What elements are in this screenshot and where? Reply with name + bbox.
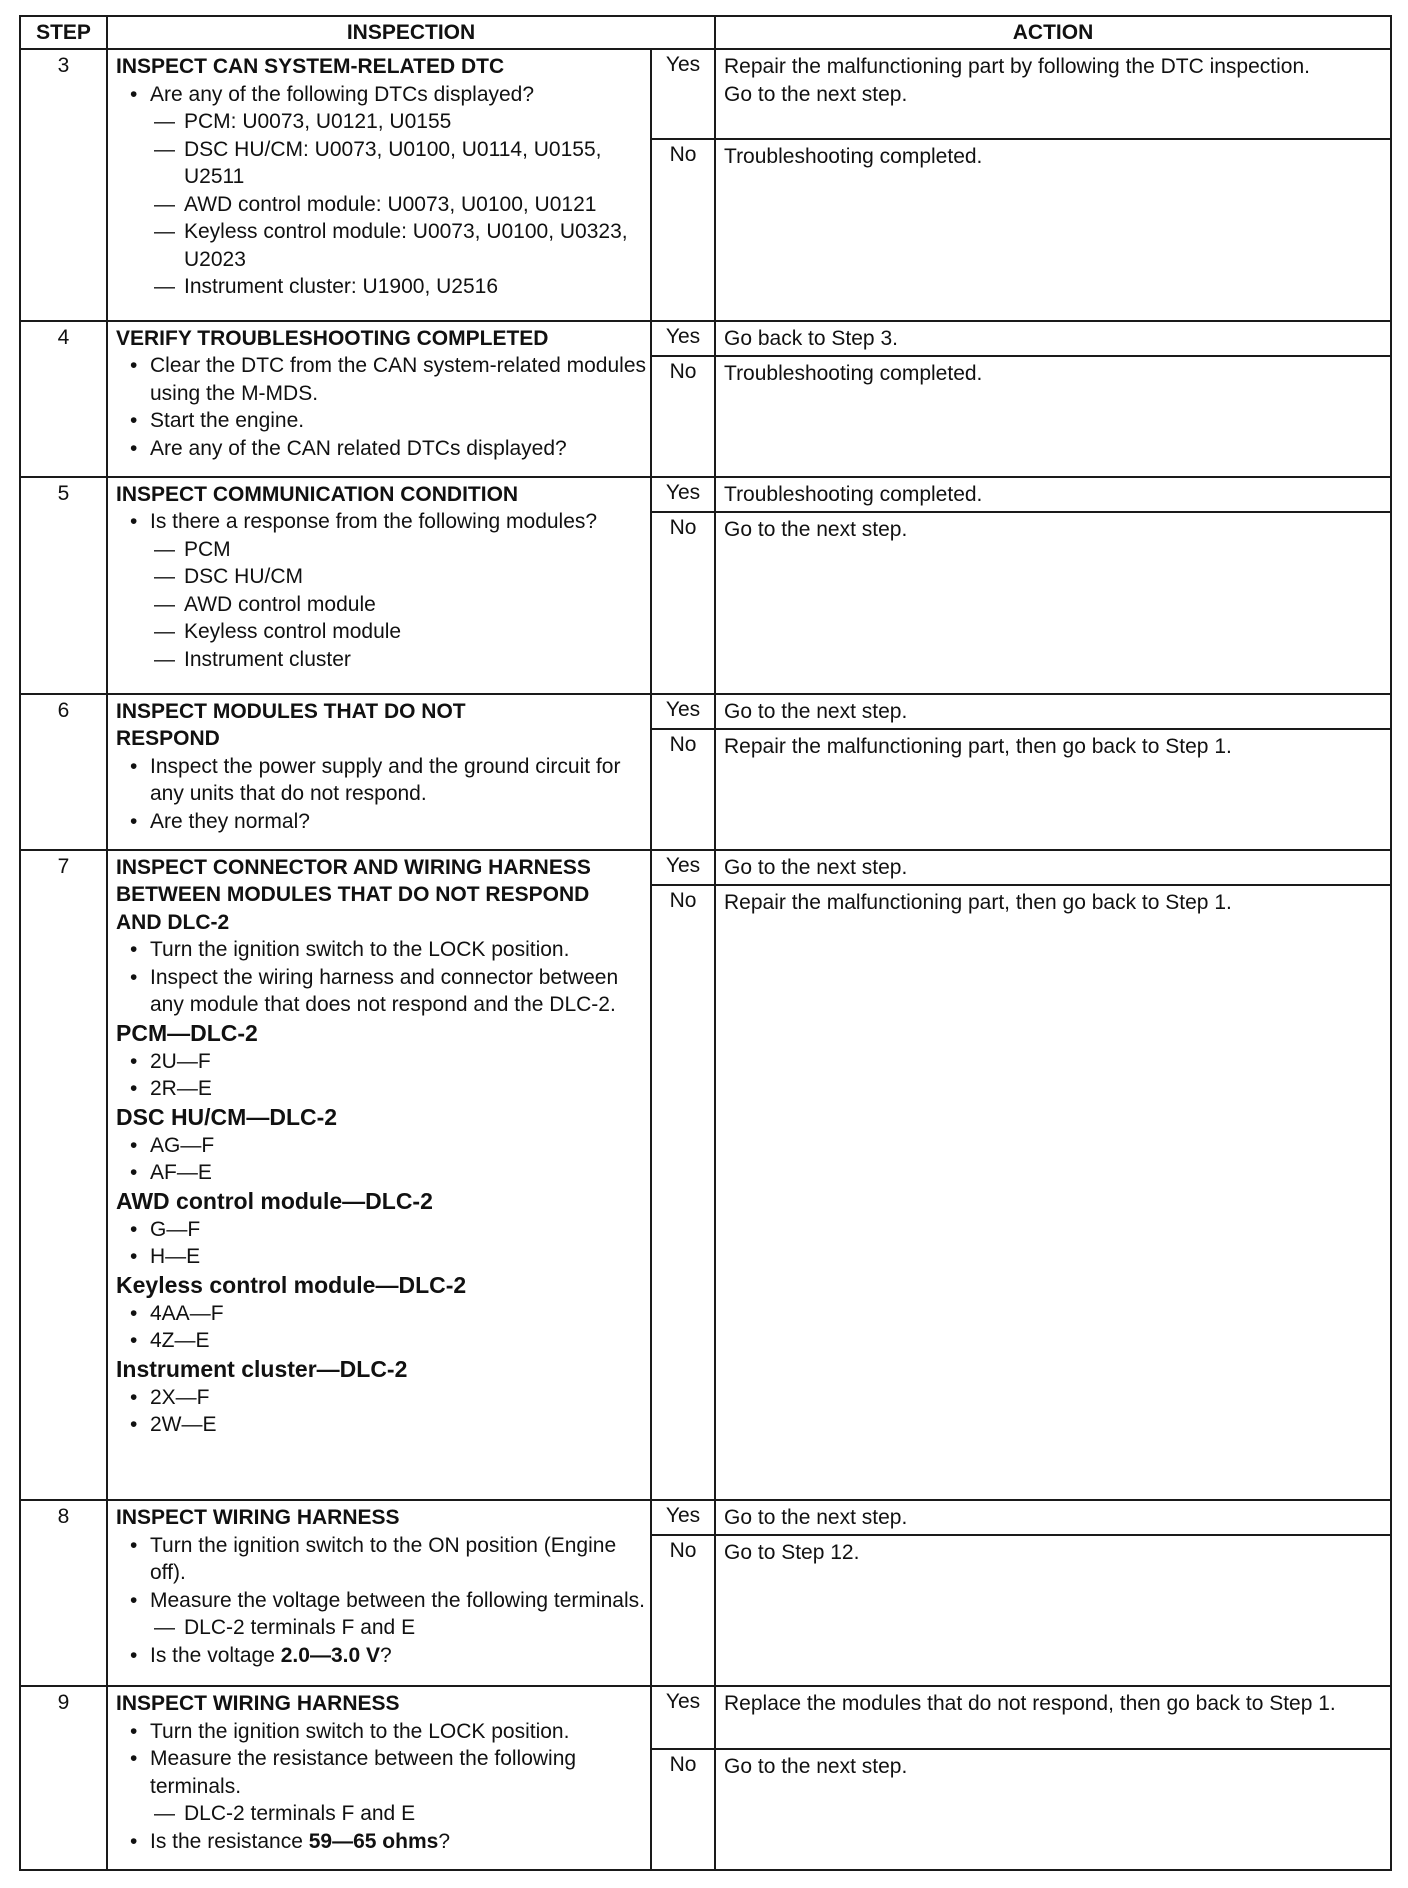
connector-pair-heading: DSC HU/CM—DLC-2 xyxy=(116,1103,338,1130)
list-item: • Clear the DTC from the CAN system-related modules using the M-MDS. xyxy=(116,352,646,407)
header-action: ACTION xyxy=(715,16,1391,49)
list-item: • Turn the ignition switch to the LOCK position. xyxy=(116,936,646,964)
step-number: 4 xyxy=(20,321,107,477)
list-item: • 2W—E xyxy=(116,1411,646,1439)
inspection-title: INSPECT WIRING HARNESS xyxy=(116,1692,400,1716)
list-item: • AF—E xyxy=(116,1159,646,1187)
list-item: • Is the resistance 59—65 ohms? xyxy=(116,1828,646,1856)
no-label: No xyxy=(651,139,715,321)
yes-label: Yes xyxy=(651,477,715,512)
no-label: No xyxy=(651,1535,715,1686)
list-item: • H—E xyxy=(116,1243,646,1271)
dash-item: — DSC HU/CM: U0073, U0100, U0114, U0155, U2511 xyxy=(154,137,602,188)
table-row xyxy=(20,694,1391,729)
list-item: • Is the voltage 2.0—3.0 V? xyxy=(116,1642,646,1670)
list-item: • AG—F xyxy=(116,1132,646,1160)
inspection-title: INSPECT CAN SYSTEM-RELATED DTC xyxy=(116,55,505,78)
inspection-cell xyxy=(107,49,651,321)
yes-action: Go to the next step. xyxy=(715,694,1391,729)
dash-item: — AWD control module xyxy=(154,592,376,616)
troubleshooting-table xyxy=(19,15,1392,1871)
list-item: • 2U—F xyxy=(116,1048,646,1076)
yes-label: Yes xyxy=(651,850,715,885)
spec-value: 59—65 ohms xyxy=(308,1829,439,1853)
inspection-title: INSPECT CONNECTOR AND WIRING HARNESS BETWEEN MODULES THAT DO NOT RESPOND AND DLC-2 xyxy=(116,855,591,934)
list-item: • Are any of the following DTCs displayed? xyxy=(116,81,646,109)
dash-item: — DLC-2 terminals F and E xyxy=(154,1802,416,1826)
inspection-title: INSPECT WIRING HARNESS xyxy=(116,1506,400,1530)
step-number: 9 xyxy=(20,1686,107,1870)
table-row xyxy=(20,49,1391,139)
no-action: Troubleshooting completed. xyxy=(715,139,1391,321)
spec-value: 2.0—3.0 V xyxy=(280,1643,380,1667)
yes-action: Repair the malfunctioning part by following the DTC inspection. Go to the next step. xyxy=(715,49,1391,139)
yes-label: Yes xyxy=(651,49,715,139)
inspection-title: VERIFY TROUBLESHOOTING COMPLETED xyxy=(116,326,549,350)
inspection-cell xyxy=(107,321,651,477)
table-header-row xyxy=(20,16,1391,49)
yes-action: Replace the modules that do not respond, then go back to Step 1. xyxy=(715,1686,1391,1749)
step-number: 3 xyxy=(20,49,107,321)
inspection-cell xyxy=(107,850,651,1501)
inspection-title: INSPECT MODULES THAT DO NOT RESPOND xyxy=(116,699,466,751)
yes-action: Troubleshooting completed. xyxy=(715,477,1391,512)
table-row xyxy=(20,1686,1391,1749)
yes-label: Yes xyxy=(651,1500,715,1535)
step-number: 8 xyxy=(20,1500,107,1686)
list-item: • Is there a response from the following modules? xyxy=(116,508,646,536)
dash-item: — Instrument cluster: U1900, U2516 xyxy=(154,275,498,298)
table-row xyxy=(20,321,1391,356)
connector-pair-heading: Instrument cluster—DLC-2 xyxy=(116,1355,408,1382)
yes-label: Yes xyxy=(651,321,715,356)
dash-item: — PCM: U0073, U0121, U0155 xyxy=(154,110,452,133)
inspection-cell xyxy=(107,1500,651,1686)
connector-pair-heading: Keyless control module—DLC-2 xyxy=(116,1271,467,1298)
no-label: No xyxy=(651,1749,715,1870)
dash-item: — PCM xyxy=(154,537,231,561)
table-row xyxy=(20,477,1391,512)
no-action: Go to the next step. xyxy=(715,512,1391,694)
list-item: • Inspect the power supply and the ground circuit for any units that do not respond. xyxy=(116,753,646,808)
list-item: • G—F xyxy=(116,1216,646,1244)
no-label: No xyxy=(651,729,715,850)
yes-label: Yes xyxy=(651,1686,715,1749)
yes-action: Go back to Step 3. xyxy=(715,321,1391,356)
step-number: 5 xyxy=(20,477,107,694)
no-action: Repair the malfunctioning part, then go back to Step 1. xyxy=(715,729,1391,850)
dash-item: — Keyless control module xyxy=(154,620,402,644)
inspection-cell xyxy=(107,1686,651,1870)
no-label: No xyxy=(651,885,715,1501)
list-item: • Measure the voltage between the following terminals. xyxy=(116,1587,646,1615)
no-action: Troubleshooting completed. xyxy=(715,356,1391,477)
dash-item: — Instrument cluster xyxy=(154,647,351,671)
yes-label: Yes xyxy=(651,694,715,729)
dash-item: — AWD control module: U0073, U0100, U0121 xyxy=(154,192,597,216)
dash-item: — Keyless control module: U0073, U0100, U0323, U2023 xyxy=(154,220,628,271)
list-item: • Turn the ignition switch to the ON position (Engine off). xyxy=(116,1532,646,1587)
list-item: • 2R—E xyxy=(116,1075,646,1103)
list-item: • Are any of the CAN related DTCs displayed? xyxy=(116,435,646,463)
no-action: Repair the malfunctioning part, then go back to Step 1. xyxy=(715,885,1391,1501)
list-item: • Turn the ignition switch to the LOCK position. xyxy=(116,1718,646,1746)
dash-item: — DLC-2 terminals F and E xyxy=(154,1616,416,1640)
connector-pair-heading: PCM—DLC-2 xyxy=(116,1019,258,1046)
list-item: • 4AA—F xyxy=(116,1300,646,1328)
list-item: • 4Z—E xyxy=(116,1327,646,1355)
list-item: • Are they normal? xyxy=(116,808,646,836)
table-row xyxy=(20,850,1391,885)
dash-item: — DSC HU/CM xyxy=(154,565,303,589)
list-item: • Measure the resistance between the following terminals. xyxy=(116,1745,646,1800)
connector-pair-heading: AWD control module—DLC-2 xyxy=(116,1187,433,1214)
inspection-title: INSPECT COMMUNICATION CONDITION xyxy=(116,482,519,506)
no-action: Go to Step 12. xyxy=(715,1535,1391,1686)
header-inspection: INSPECTION xyxy=(107,16,715,49)
yes-action: Go to the next step. xyxy=(715,1500,1391,1535)
table-row xyxy=(20,1500,1391,1535)
no-action: Go to the next step. xyxy=(715,1749,1391,1870)
no-label: No xyxy=(651,512,715,694)
header-step: STEP xyxy=(20,16,107,49)
step-number: 7 xyxy=(20,850,107,1501)
yes-action: Go to the next step. xyxy=(715,850,1391,885)
step-number: 6 xyxy=(20,694,107,850)
list-item: • 2X—F xyxy=(116,1384,646,1412)
no-label: No xyxy=(651,356,715,477)
inspection-cell xyxy=(107,477,651,694)
list-item: • Start the engine. xyxy=(116,407,646,435)
list-item: • Inspect the wiring harness and connector between any module that does not respond and the DLC-2. xyxy=(116,964,646,1019)
inspection-cell xyxy=(107,694,651,850)
